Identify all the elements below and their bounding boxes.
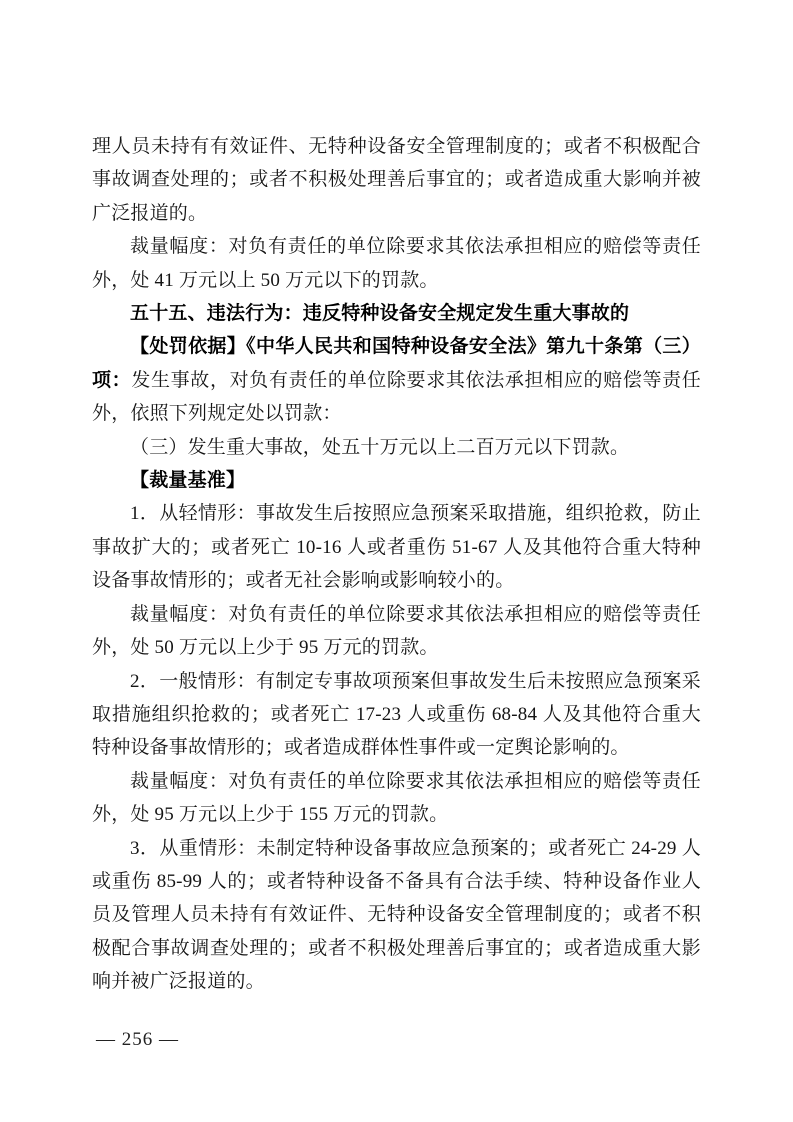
paragraph: 1．从轻情形：事故发生后按照应急预案采取措施，组织抢救，防止事故扩大的；或者死亡 10-16 人或者重伤 51-67 人及其他符合重大特种设备事故情形的；或者无社会影响或影响较小的。 — [92, 503, 701, 592]
document-body — [92, 130, 701, 999]
paragraph: 五十五、违法行为：违反特种设备安全规定发生重大事故的 — [130, 303, 630, 325]
paragraph: 裁量幅度：对负有责任的单位除要求其依法承担相应的赔偿等责任外，处 41 万元以上 50 万元以下的罚款。 — [92, 236, 701, 291]
paragraph-bold-prefix: 【处罚依据】《中华人民共和国特种设备安全法》第九十条第（三）项： — [92, 336, 701, 391]
paragraph: 裁量幅度：对负有责任的单位除要求其依法承担相应的赔偿等责任外，处 50 万元以上少于 95 万元的罚款。 — [92, 603, 701, 659]
paragraph: 裁量幅度：对负有责任的单位除要求其依法承担相应的赔偿等责任外，处 95 万元以上少于 155 万元的罚款。 — [92, 770, 701, 826]
paragraph: 理人员未持有有效证件、无特种设备安全管理制度的；或者不积极配合事故调查处理的；或者不积极处理善后事宜的；或者造成重大影响并被广泛报道的。 — [92, 136, 701, 224]
paragraph: （三）发生重大事故，处五十万元以上二百万元以下罚款。 — [130, 436, 630, 458]
paragraph: 【处罚依据】《中华人民共和国特种设备安全法》第九十条第（三）项：发生事故，对负有责任的单位除要求其依法承担相应的赔偿等责任外，依照下列规定处以罚款： — [92, 336, 701, 425]
paragraph: 【裁量基准】 — [130, 470, 246, 492]
paragraph: 3．从重情形：未制定特种设备事故应急预案的；或者死亡 24-29 人或重伤 85-99 人的；或者特种设备不备具有合法手续、特种设备作业人员及管理人员未持有有效证件、无特种设备安全管理制度的；或者不积极配合事故调查处理的；或者不积极处理善后事宜的；或者造成重大影响并被广泛报道的。 — [92, 837, 701, 993]
page-number: — 256 — — [96, 1029, 179, 1050]
paragraph: 2．一般情形：有制定专事故项预案但事故发生后未按照应急预案采取措施组织抢救的；或者死亡 17-23 人或重伤 68-84 人及其他符合重大特种设备事故情形的；或者造成群体性事件或一定舆论影响的。 — [92, 670, 701, 759]
